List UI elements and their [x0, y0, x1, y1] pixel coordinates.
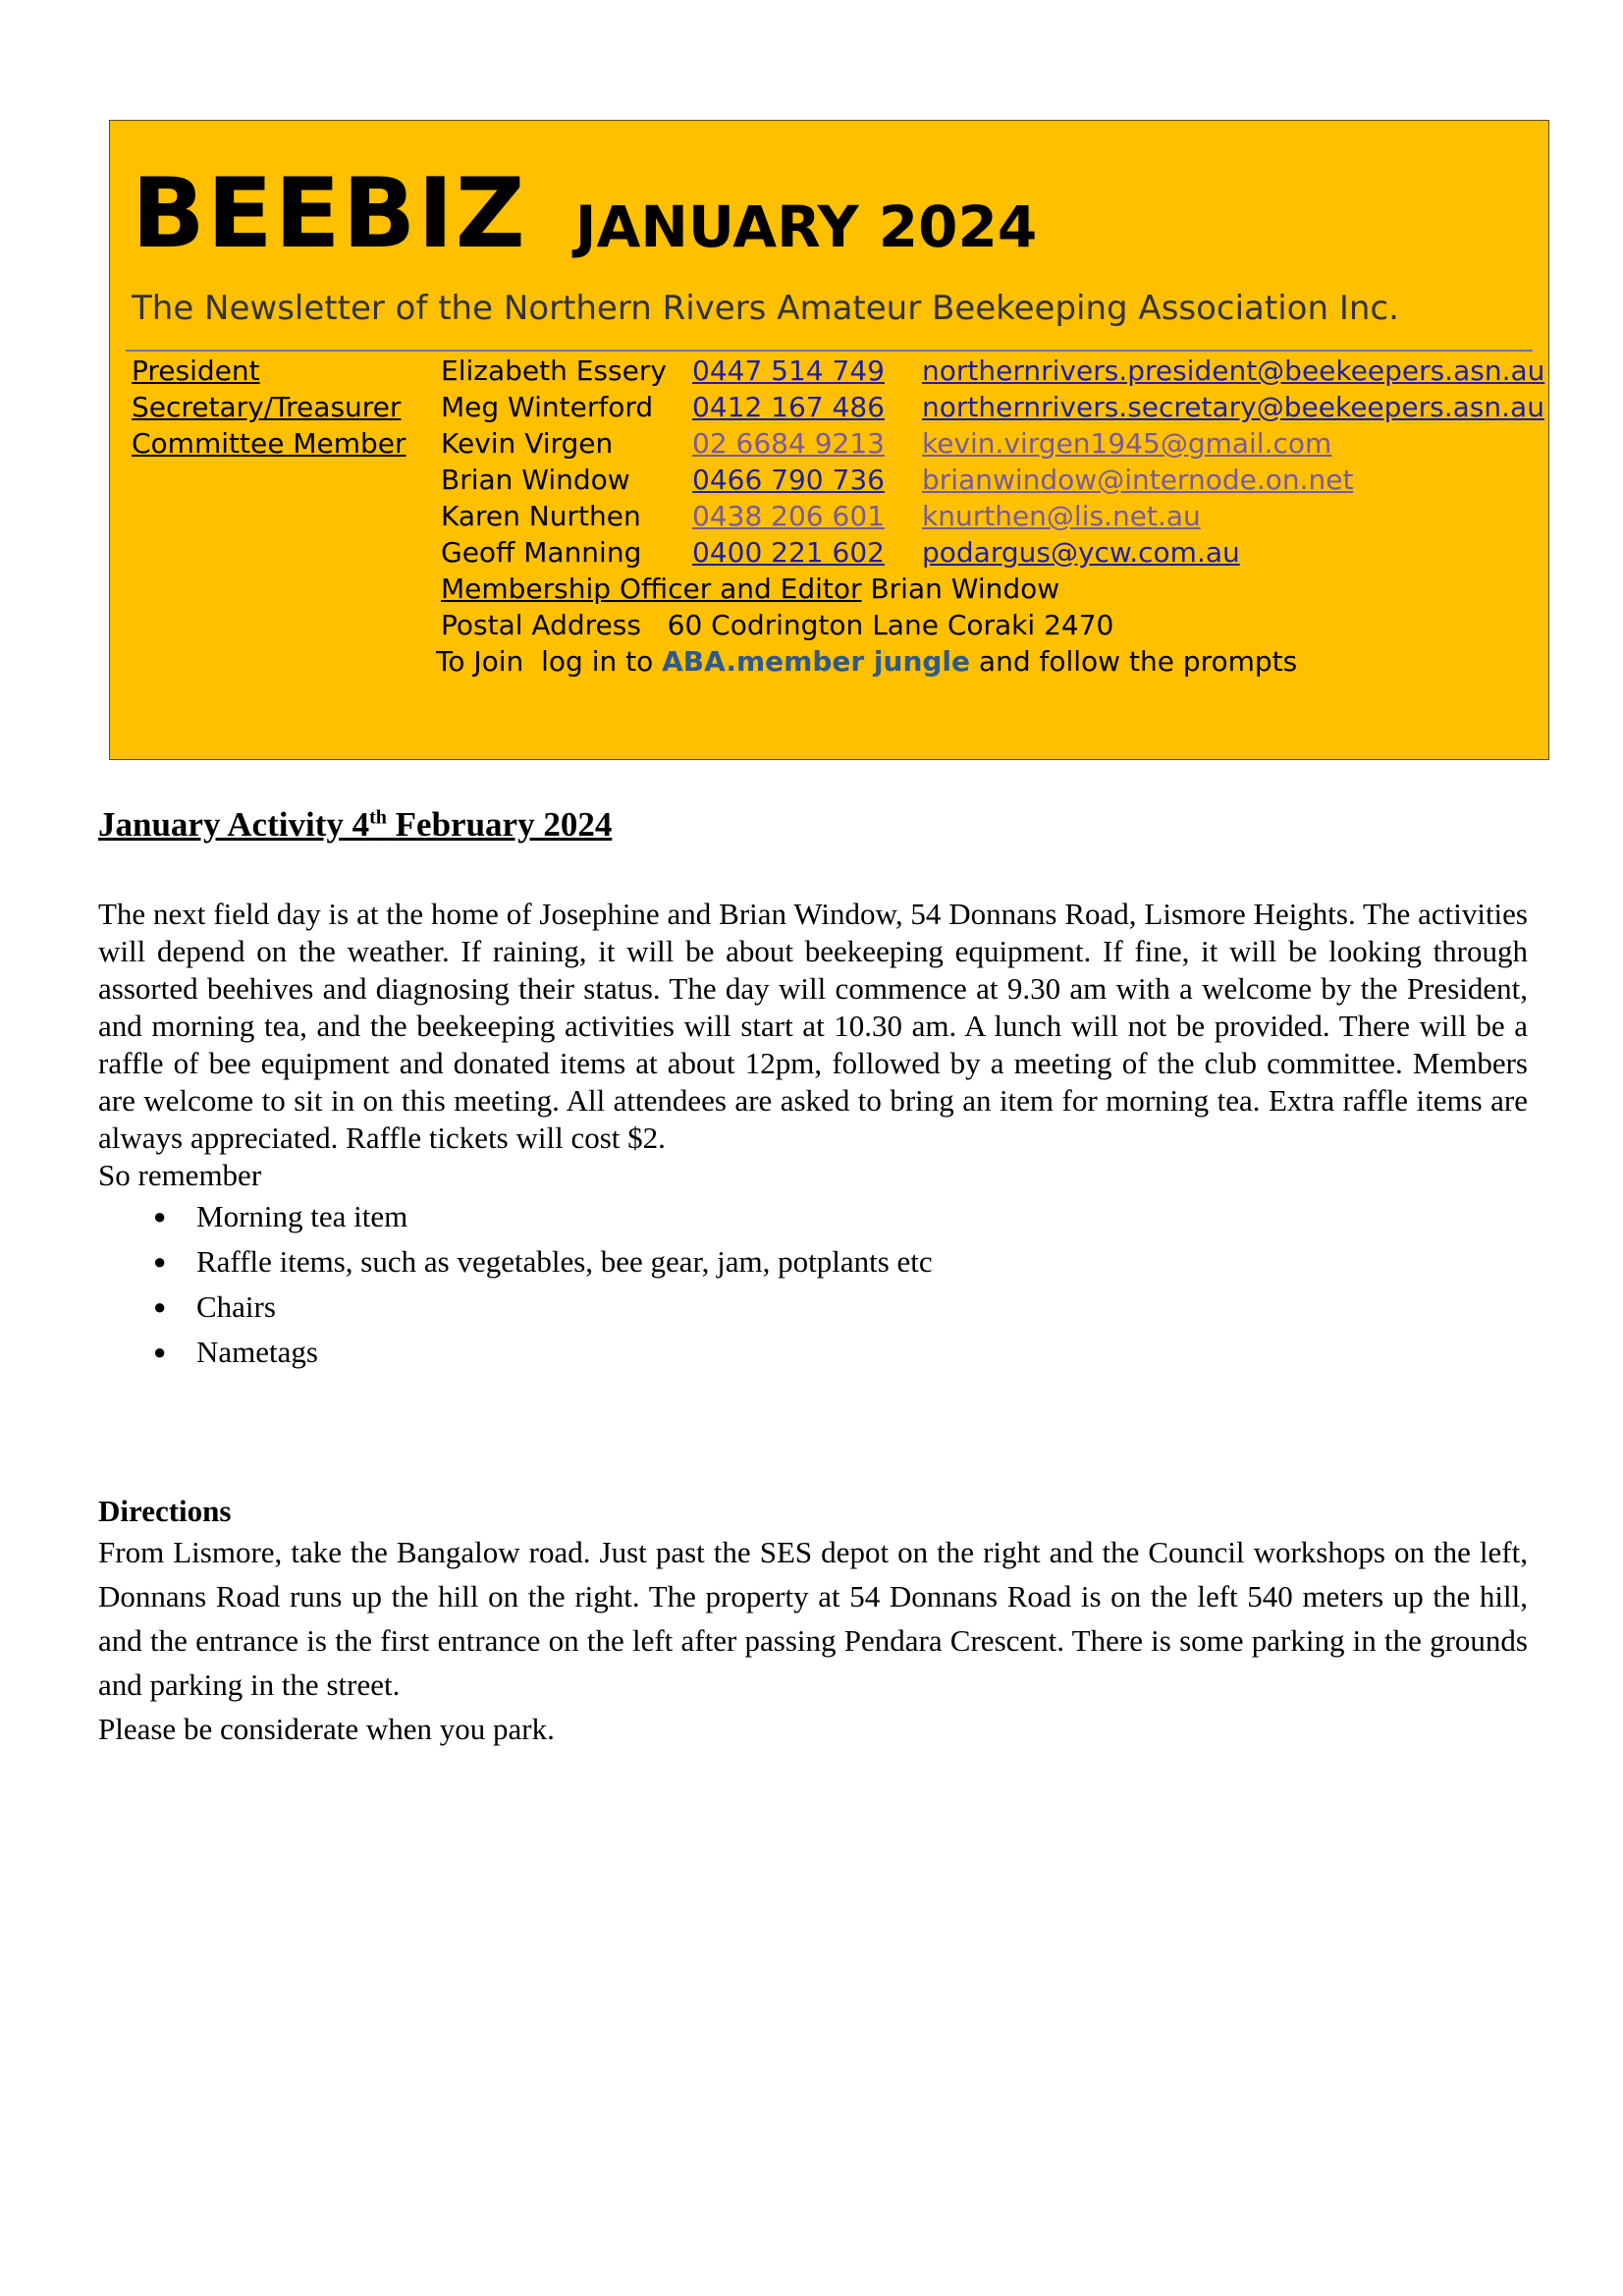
join-suffix: and follow the prompts	[978, 645, 1298, 678]
contact-role: Committee Member	[132, 427, 406, 460]
membership-name: Brian Window	[870, 573, 1060, 605]
title-row	[132, 160, 1037, 268]
newsletter-banner	[109, 120, 1549, 760]
contact-email-link[interactable]: northernrivers.secretary@beekeepers.asn.au	[922, 391, 1544, 423]
activity-heading	[98, 805, 612, 845]
postal-row	[132, 607, 1539, 643]
contact-row	[132, 389, 1544, 425]
activity-heading-date: February 2024	[386, 805, 613, 844]
contact-phone-link[interactable]: 02 6684 9213	[692, 427, 885, 460]
list-item-text: Morning tea item	[196, 1199, 408, 1233]
join-prefix: To Join	[436, 645, 524, 678]
contact-email-link[interactable]: northernrivers.president@beekeepers.asn.au	[922, 355, 1545, 387]
contact-name: Kevin Virgen	[441, 427, 614, 460]
contact-row	[132, 462, 1539, 498]
contact-name: Karen Nurthen	[441, 500, 641, 532]
newsletter-subtitle: The Newsletter of the Northern Rivers Amateur Beekeeping Association Inc.	[132, 289, 1399, 328]
contact-email-link[interactable]: podargus@ycw.com.au	[922, 536, 1240, 569]
contact-row	[132, 534, 1539, 571]
list-item	[98, 1239, 1528, 1285]
postal-label: Postal Address	[441, 609, 641, 641]
contact-phone-link[interactable]: 0412 167 486	[692, 391, 885, 423]
membership-label: Membership Officer and Editor	[441, 573, 862, 605]
postal-line	[441, 607, 1113, 643]
bullet-icon: ●	[153, 1204, 167, 1229]
contact-phone-link[interactable]: 0438 206 601	[692, 500, 885, 532]
remember-label: So remember	[98, 1158, 262, 1192]
list-item	[98, 1330, 1528, 1375]
join-mid: log in to	[541, 645, 654, 678]
contact-phone-link[interactable]: 0447 514 749	[692, 355, 885, 387]
bullet-icon: ●	[153, 1294, 167, 1319]
contact-name: Meg Winterford	[441, 391, 654, 423]
list-item-text: Chairs	[196, 1289, 276, 1324]
contact-name: Brian Window	[441, 464, 630, 496]
join-line	[436, 643, 1297, 680]
list-item	[98, 1285, 1528, 1330]
postal-address: 60 Codrington Lane Coraki 2470	[667, 609, 1114, 641]
contact-name: Elizabeth Essery	[441, 355, 667, 387]
bullet-icon: ●	[153, 1339, 167, 1364]
header-divider	[126, 350, 1533, 352]
list-item-text: Raffle items, such as vegetables, bee gear, jam, potplants etc	[196, 1244, 933, 1279]
contact-role: Secretary/Treasurer	[132, 391, 402, 423]
member-jungle-link[interactable]: ABA.member jungle	[662, 645, 971, 678]
directions-closing: Please be considerate when you park.	[98, 1712, 555, 1746]
contact-row	[132, 425, 1539, 462]
newsletter-title: BEEBIZ	[132, 158, 527, 270]
directions-paragraph: From Lismore, take the Bangalow road. Just past the SES depot on the right and the Council workshops on the left, Donnans Road runs up the hill on the right. The property at 54 Donnans Road is on the left 540 meters up the hill, and the entrance is the first entrance on the left after passing Pendara Crescent. There is some parking in the grounds and parking in the street.	[98, 1535, 1528, 1702]
contact-phone-link[interactable]: 0466 790 736	[692, 464, 885, 496]
membership-row	[132, 571, 1539, 607]
join-row	[132, 643, 1539, 680]
directions-section	[98, 1493, 1528, 1751]
activity-heading-text: January Activity 4	[98, 805, 370, 844]
remember-list	[98, 1194, 1528, 1375]
contact-row	[132, 498, 1539, 534]
list-item	[98, 1194, 1528, 1239]
activity-paragraph: The next field day is at the home of Josephine and Brian Window, 54 Donnans Road, Lismore Heights. The activities will depend on the weather. If raining, it will be about beekeeping equipment. If fine, it will be looking through assorted beehives and diagnosing their status. The day will commence at 9.30 am with a welcome by the President, and morning tea, and the beekeeping activities will start at 10.30 am. A lunch will not be provided. There will be a raffle of bee equipment and donated items at about 12pm, followed by a meeting of the club committee. Members are welcome to sit in on this meeting. All attendees are asked to bring an item for morning tea. Extra raffle items are always appreciated. Raffle tickets will cost $2.	[98, 897, 1528, 1155]
contact-email-link[interactable]: kevin.virgen1945@gmail.com	[922, 427, 1332, 460]
contact-name: Geoff Manning	[441, 536, 642, 569]
issue-month: JANUARY 2024	[574, 193, 1038, 260]
contact-email-link[interactable]: brianwindow@internode.on.net	[922, 464, 1354, 496]
activity-heading-ordinal: th	[369, 806, 387, 829]
contact-email-link[interactable]: knurthen@lis.net.au	[922, 500, 1201, 532]
bullet-icon: ●	[153, 1249, 167, 1274]
committee-contacts	[132, 353, 1545, 680]
contact-phone-link[interactable]: 0400 221 602	[692, 536, 885, 569]
activity-section	[98, 896, 1528, 1375]
membership-line	[441, 571, 1059, 607]
directions-heading: Directions	[98, 1494, 232, 1528]
contact-row	[132, 353, 1545, 389]
contact-role: President	[132, 355, 260, 387]
list-item-text: Nametags	[196, 1335, 318, 1369]
